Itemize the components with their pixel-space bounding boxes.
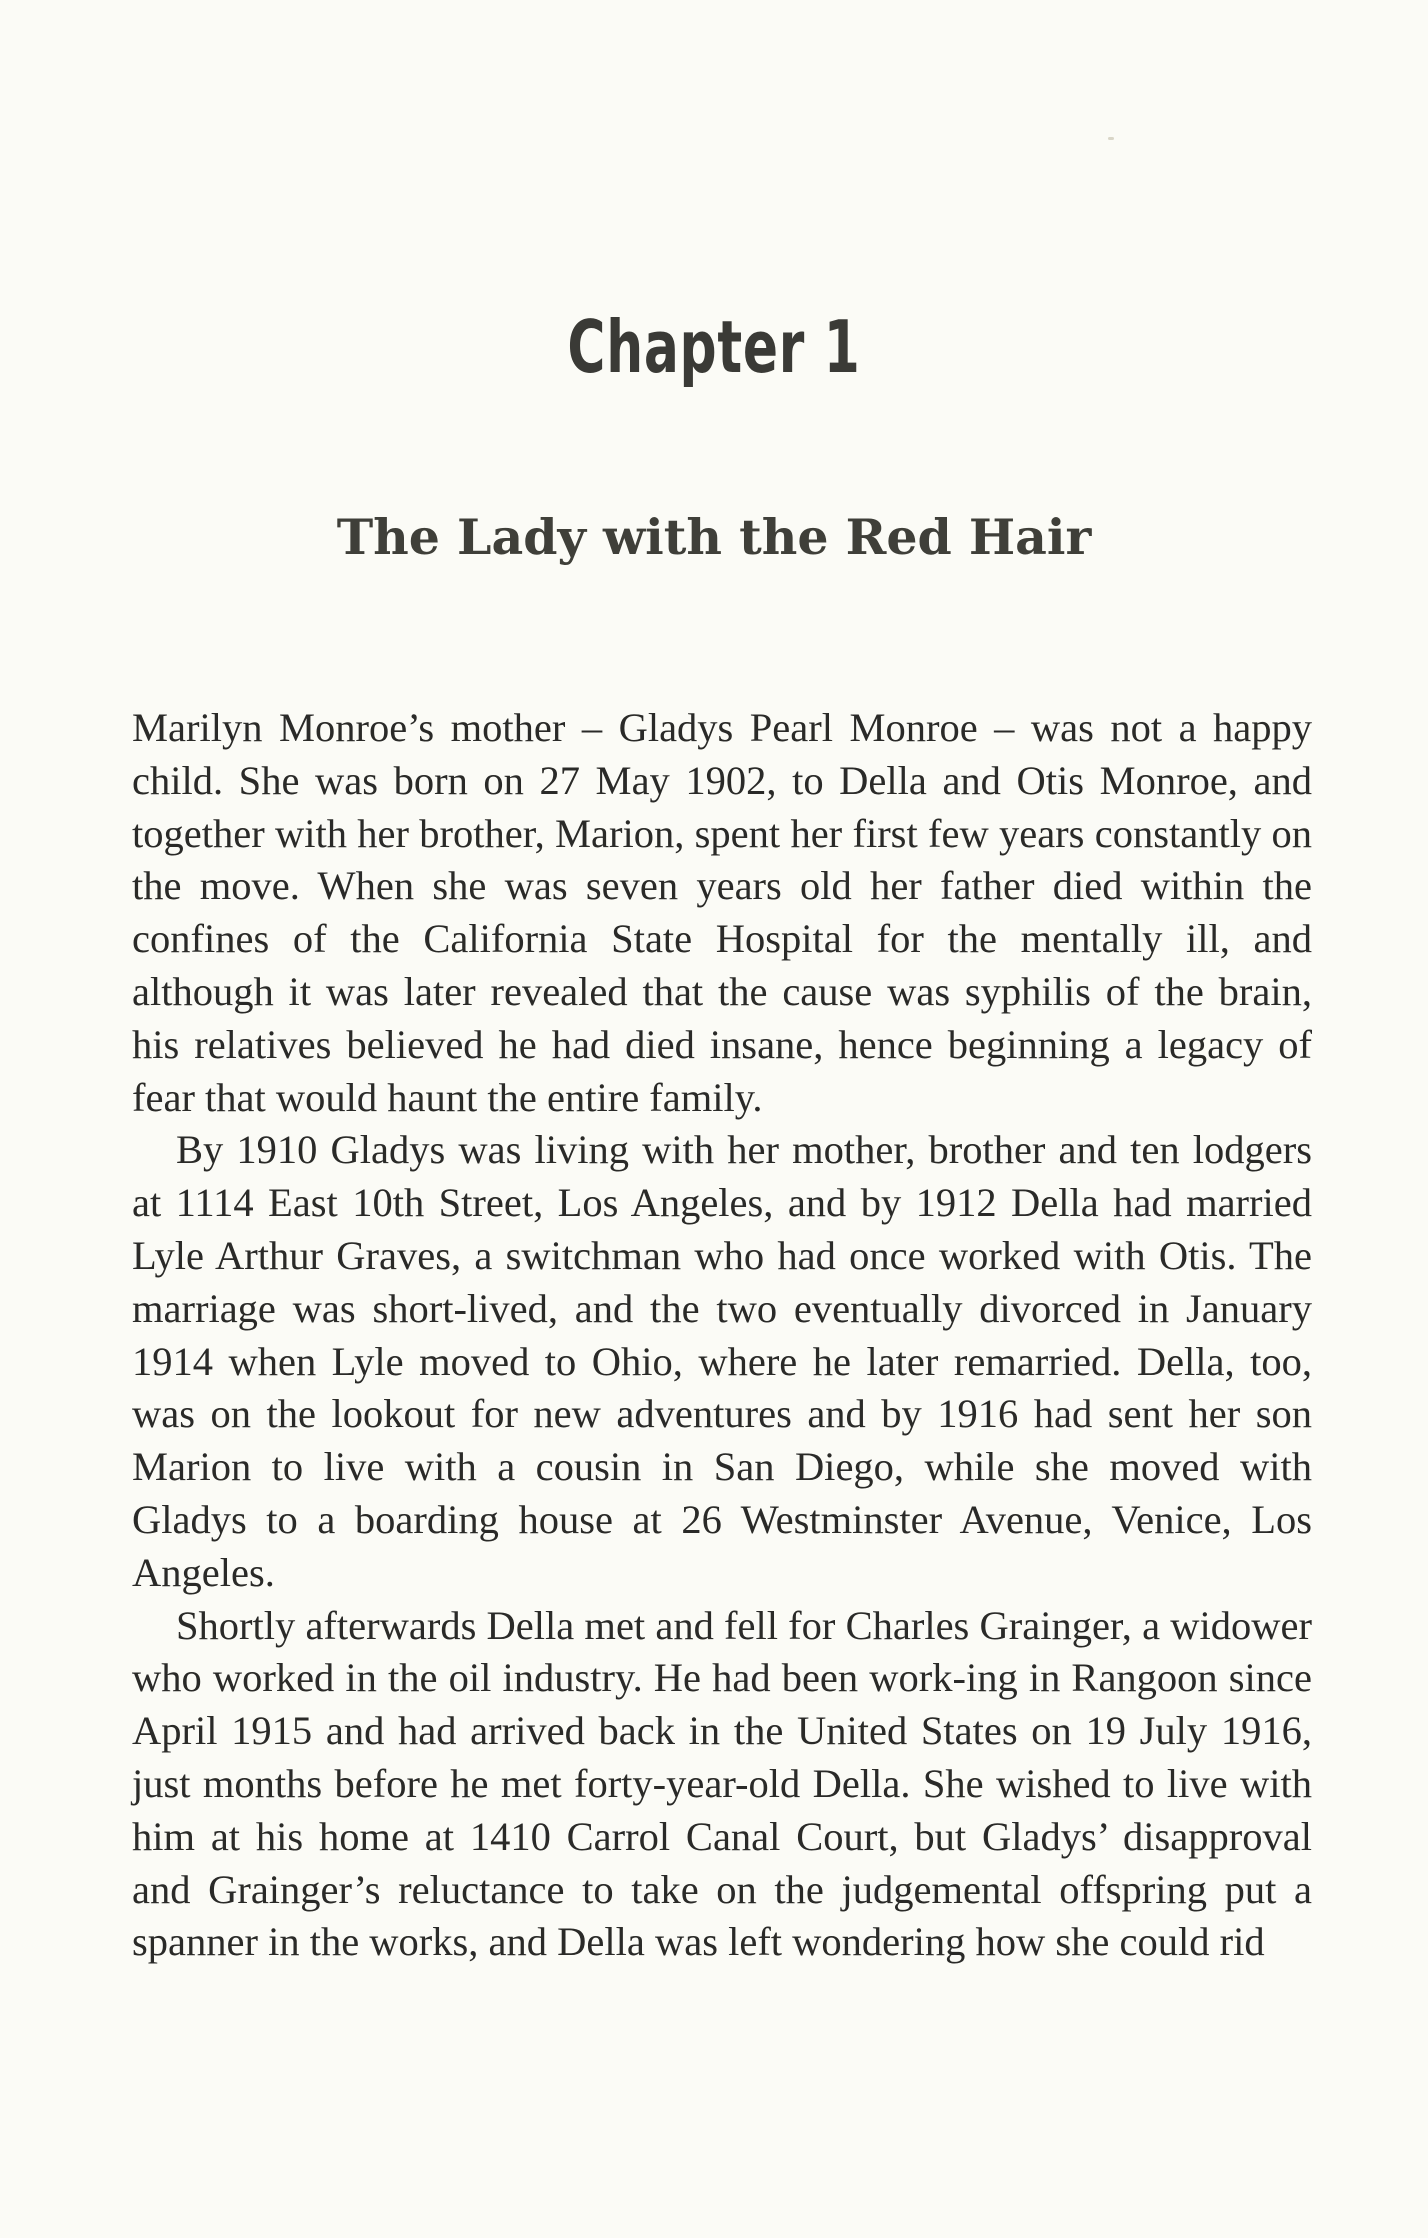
- paragraph: Shortly afterwards Della met and fell for Charles Grainger, a widower who worked in the oil industry. He had been work-ing in Rangoon since April 1915 and had arrived back in the United States on 19 July 1916, just months before he met forty-year-old Della. She wished to live with him at his home at 1410 Carrol Canal Court, but Gladys’ disapproval and Grainger’s reluctance to take on the judgemental offspring put a spanner in the works, and Della was left wondering how she could rid: [132, 1602, 1312, 1965]
- body-text: [132, 702, 1312, 1969]
- scan-speck: [1108, 137, 1114, 140]
- paragraph: Marilyn Monroe’s mother – Gladys Pearl Monroe – was not a happy child. She was born on 27 May 1902, to Della and Otis Monroe, and together with her brother, Marion, spent her first few years constantly on the move. When she was seven years old her father died within the confines of the California State Hospital for the mentally ill, and although it was later revealed that the cause was syphilis of the brain, his relatives believed he had died insane, hence beginning a legacy of fear that would haunt the entire family.: [132, 705, 1312, 1120]
- paragraph: By 1910 Gladys was living with her mother, brother and ten lodgers at 1114 East 10th Street, Los Angeles, and by 1912 Della had married Lyle Arthur Graves, a switchman who had once worked with Otis. The marriage was short-lived, and the two eventually divorced in January 1914 when Lyle moved to Ohio, where he later remarried. Della, too, was on the lookout for new adventures and by 1916 had sent her son Marion to live with a cousin in San Diego, while she moved with Gladys to a boarding house at 26 Westminster Avenue, Venice, Los Angeles.: [132, 1127, 1312, 1595]
- chapter-number-heading: Chapter 1: [567, 305, 861, 389]
- chapter-title: The Lady with the Red Hair: [336, 508, 1092, 566]
